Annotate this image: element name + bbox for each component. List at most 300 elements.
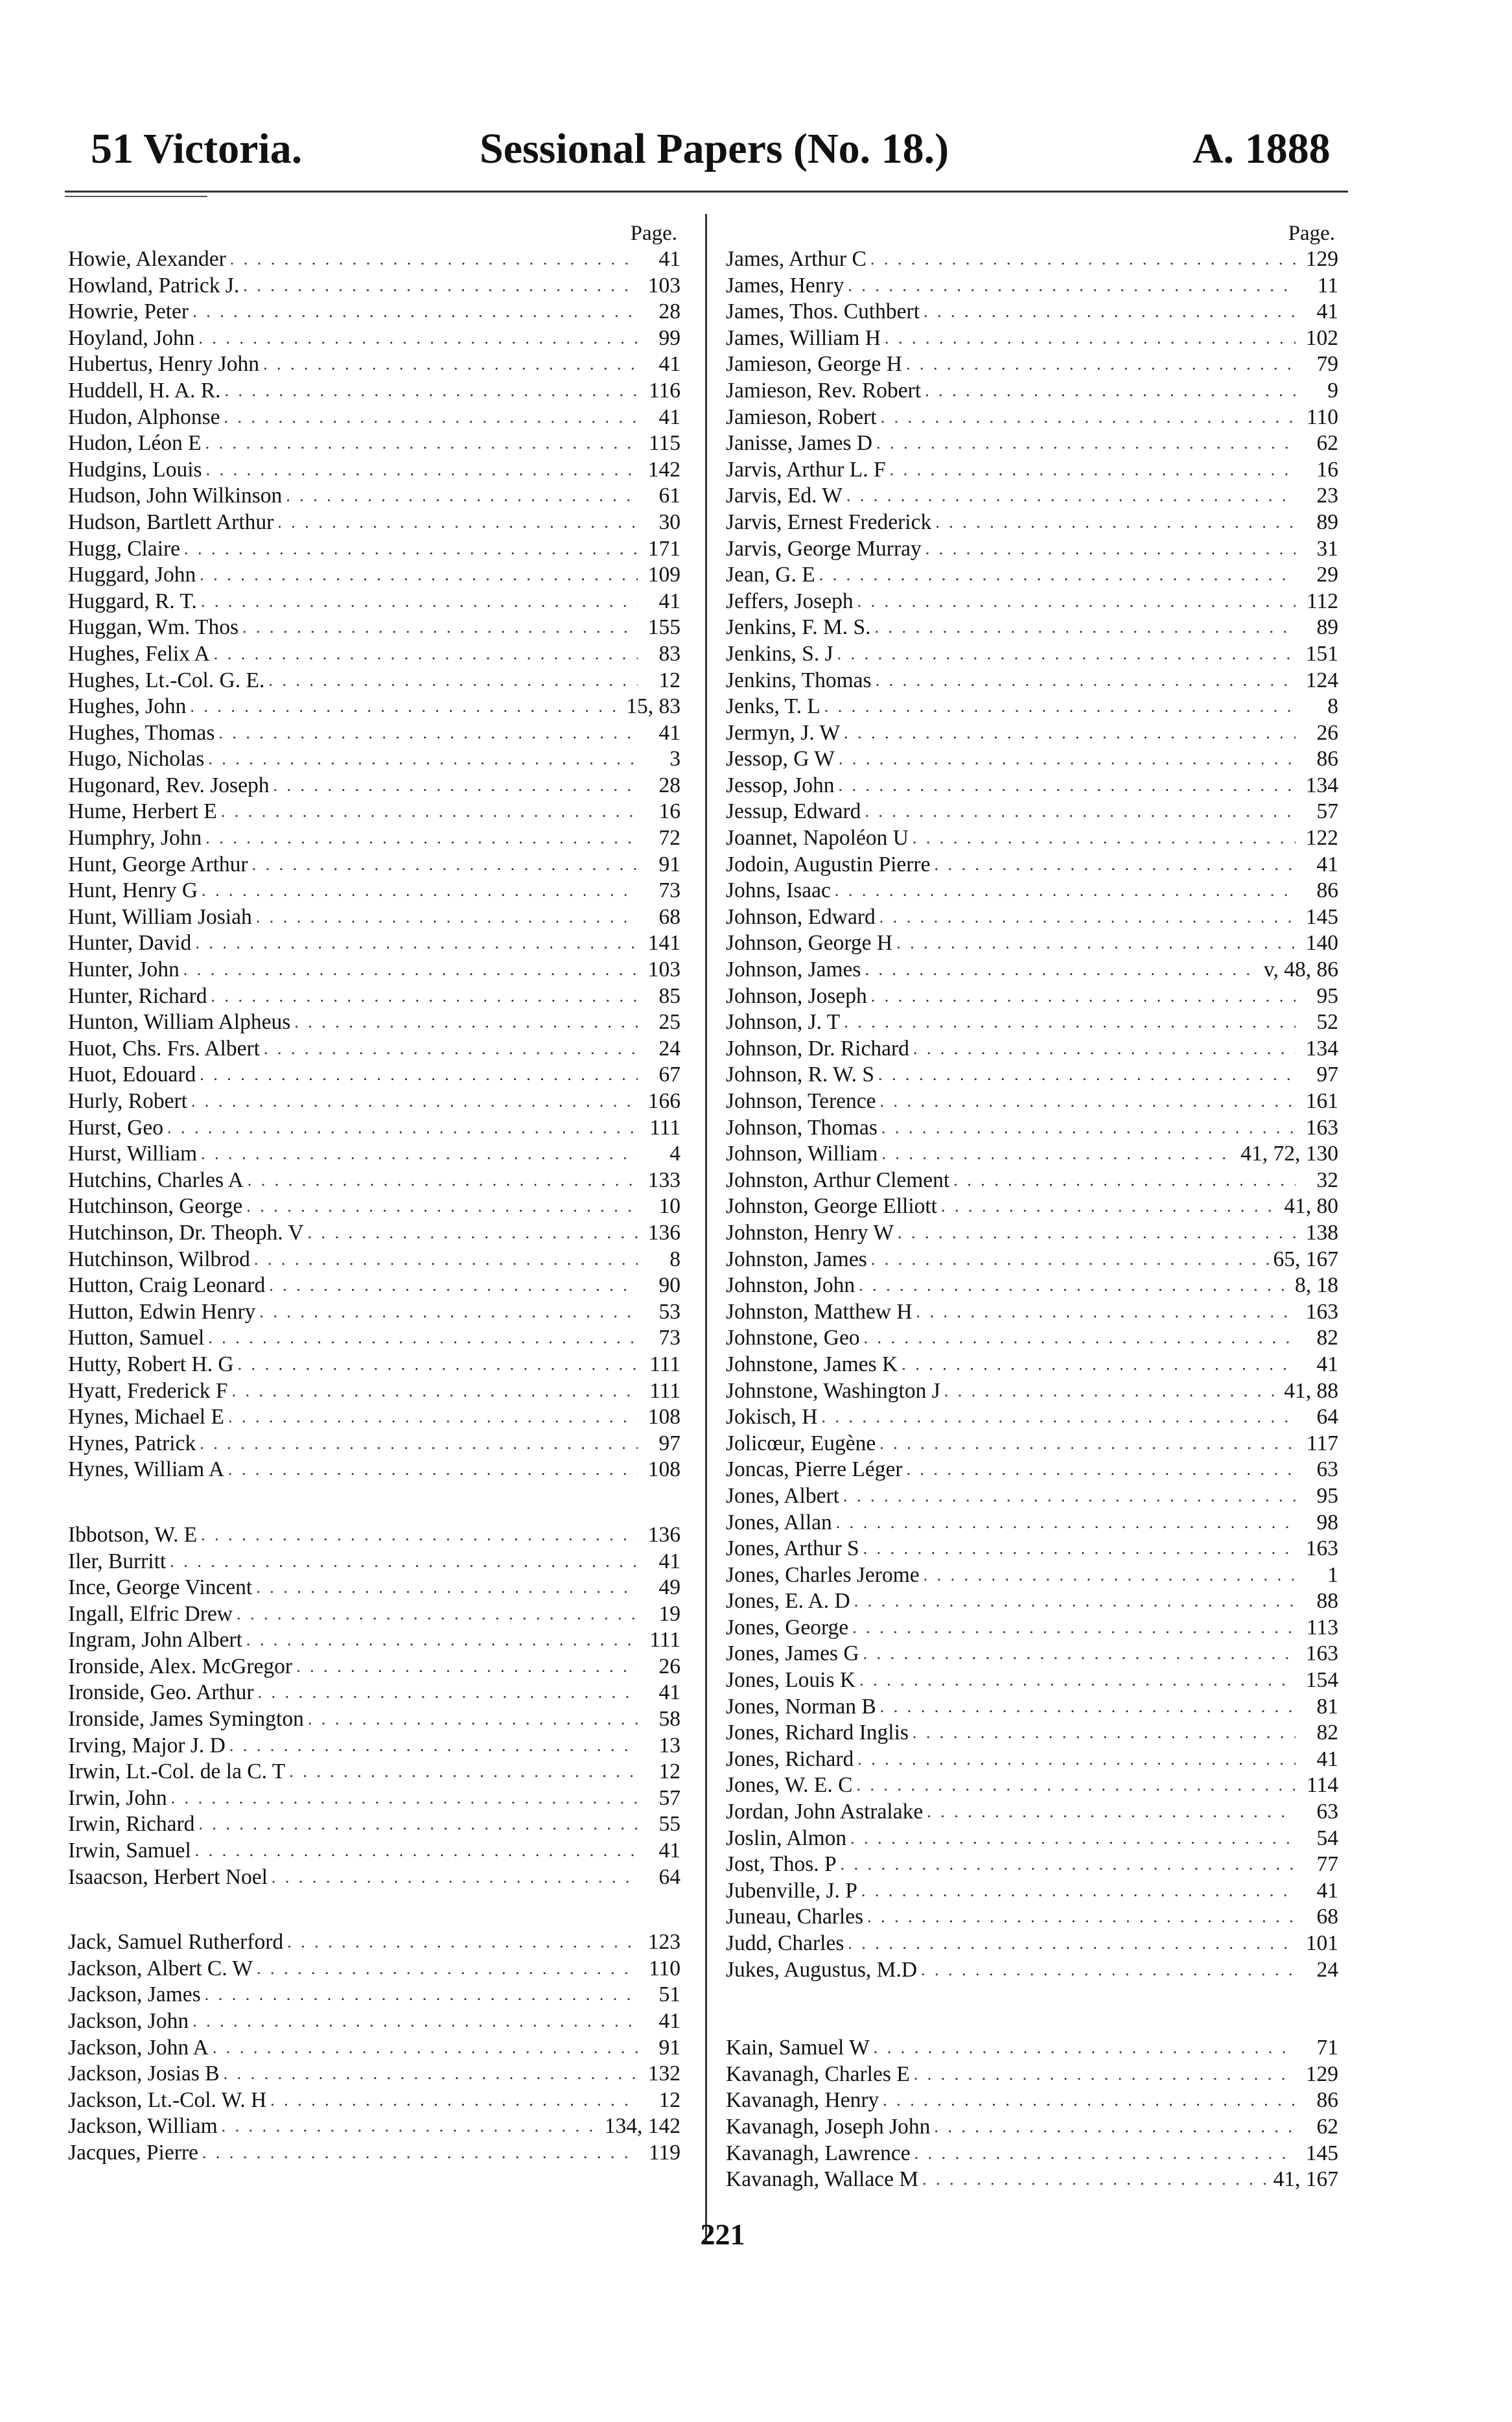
entry-pages: 117 <box>1306 1431 1338 1455</box>
dot-leader <box>875 615 1296 641</box>
entry-name: Johnston, Matthew H <box>726 1299 913 1324</box>
entry-name: Jones, Albert <box>726 1483 839 1508</box>
dot-leader <box>192 2008 638 2035</box>
entry-pages: 141 <box>647 931 680 956</box>
index-entry <box>68 325 680 352</box>
index-entry <box>68 1247 680 1273</box>
dot-leader <box>222 2113 601 2140</box>
entry-name: Jones, E. A. D <box>726 1589 850 1614</box>
entry-name: Jessop, G W <box>726 747 835 771</box>
entry-name: Jodoin, Augustin Pierre <box>726 852 931 876</box>
index-entry <box>726 1431 1338 1457</box>
index-entry <box>726 1247 1338 1273</box>
entry-name: Jolicœur, Eugène <box>726 1431 876 1455</box>
index-entry <box>726 510 1338 536</box>
dot-leader <box>914 2141 1296 2167</box>
entry-pages: 24 <box>658 1036 680 1061</box>
entry-name: Joncas, Pierre Léger <box>726 1457 903 1482</box>
entry-pages: 166 <box>647 1089 680 1113</box>
index-entry <box>726 1957 1338 1984</box>
index-entry <box>726 1088 1338 1115</box>
dot-leader <box>224 2061 638 2087</box>
index-entry <box>68 641 680 668</box>
entry-pages: 129 <box>1305 247 1338 271</box>
entry-pages: 8 <box>669 1247 680 1271</box>
index-entry <box>68 299 680 325</box>
entry-pages: 122 <box>1305 826 1338 851</box>
entry-name: Hunt, William Josiah <box>68 904 252 929</box>
entry-name: James, Henry <box>726 273 844 298</box>
entry-name: Johnson, William <box>726 1142 878 1166</box>
dot-leader <box>205 825 638 852</box>
entry-name: James, Arthur C <box>726 247 866 271</box>
index-entry <box>68 1009 680 1036</box>
dot-leader <box>874 2035 1296 2062</box>
index-entry <box>68 589 680 615</box>
index-entry <box>68 1982 680 2008</box>
dot-leader <box>854 1588 1296 1615</box>
dot-leader <box>224 378 638 405</box>
entry-name: Humphry, John <box>68 826 202 851</box>
index-entry <box>726 457 1338 484</box>
index-entry <box>726 878 1338 904</box>
dot-leader <box>857 1746 1296 1773</box>
index-entry <box>726 1457 1338 1483</box>
dot-leader <box>901 1352 1296 1378</box>
dot-leader <box>205 1982 638 2008</box>
dot-leader <box>865 799 1296 825</box>
dot-leader <box>906 351 1296 378</box>
entry-name: Joslin, Almon <box>726 1826 847 1850</box>
entry-name: Hunt, Henry G <box>68 878 198 903</box>
index-entry <box>68 1088 680 1115</box>
entry-name: Jermyn, J. W <box>726 720 841 745</box>
entry-name: Ibbotson, W. E <box>68 1522 198 1547</box>
entry-pages: 82 <box>1316 1721 1338 1745</box>
index-entry <box>68 1601 680 1628</box>
entry-pages: 24 <box>1316 1957 1338 1982</box>
index-entry <box>68 904 680 931</box>
entry-name: Hubertus, Henry John <box>68 352 259 377</box>
dot-leader <box>934 852 1296 878</box>
dot-leader <box>206 457 638 484</box>
dot-leader <box>183 957 638 983</box>
index-entry <box>68 1141 680 1168</box>
dot-leader <box>876 430 1296 457</box>
index-entry <box>726 1720 1338 1746</box>
entry-name: Jackson, John A <box>68 2035 209 2060</box>
entry-pages: 30 <box>658 510 680 534</box>
index-entry <box>726 746 1338 773</box>
entry-name: Ingall, Elfric Drew <box>68 1601 233 1626</box>
entry-pages: 41, 167 <box>1273 2167 1338 2192</box>
entry-name: Jamieson, George H <box>726 352 902 377</box>
entry-name: Kavanagh, Joseph John <box>726 2114 931 2139</box>
index-entry <box>68 1352 680 1378</box>
dot-leader <box>272 1864 638 1891</box>
dot-leader <box>202 2140 638 2167</box>
entry-pages: 16 <box>1316 457 1338 482</box>
running-header <box>65 117 1361 182</box>
dot-leader <box>200 1062 638 1088</box>
dot-leader <box>861 1878 1296 1905</box>
dot-leader <box>286 483 638 510</box>
entry-pages: 97 <box>658 1431 680 1455</box>
entry-name: Johnson, J. T <box>726 1010 841 1035</box>
index-entry <box>726 2087 1338 2114</box>
dot-leader <box>224 405 638 431</box>
dot-leader <box>252 852 638 878</box>
entry-name: Irwin, Lt.-Col. de la C. T <box>68 1759 286 1784</box>
index-entry <box>726 1904 1338 1931</box>
entry-name: Hutton, Edwin Henry <box>68 1299 256 1324</box>
dot-leader <box>864 1325 1296 1352</box>
index-entry <box>726 615 1338 641</box>
entry-name: Jones, Charles Jerome <box>726 1562 920 1587</box>
entry-pages: 73 <box>658 878 680 903</box>
entry-name: Hughes, Felix A <box>68 641 210 666</box>
dot-leader <box>289 1759 638 1785</box>
index-entry <box>68 273 680 300</box>
entry-name: Jones, Louis K <box>726 1668 856 1693</box>
dot-leader <box>254 1247 638 1273</box>
dot-leader <box>195 930 638 957</box>
index-entry <box>726 589 1338 615</box>
index-entry <box>68 773 680 799</box>
entry-pages: 8, 18 <box>1295 1273 1338 1298</box>
dot-leader <box>867 1904 1296 1931</box>
index-entry <box>68 1864 680 1891</box>
entry-pages: 91 <box>658 2035 680 2060</box>
entry-pages: 52 <box>1316 1010 1338 1035</box>
entry-pages: 41 <box>658 352 680 377</box>
index-entry <box>726 246 1338 273</box>
entry-name: James, Thos. Cuthbert <box>726 300 920 324</box>
dot-leader <box>871 1247 1270 1273</box>
entry-pages: 1 <box>1327 1562 1338 1587</box>
index-entry <box>726 2114 1338 2141</box>
dot-leader <box>839 746 1296 773</box>
dot-leader <box>211 983 638 1010</box>
dot-leader <box>934 2114 1296 2141</box>
entry-pages: 68 <box>1316 1905 1338 1929</box>
entry-pages: 82 <box>1316 1326 1338 1350</box>
entry-name: Ironside, Geo. Arthur <box>68 1680 254 1705</box>
index-entry <box>726 1667 1338 1694</box>
entry-pages: 98 <box>1316 1510 1338 1534</box>
entry-pages: 26 <box>1316 720 1338 745</box>
dot-leader <box>841 1852 1296 1878</box>
entry-name: Johnstone, James K <box>726 1352 898 1376</box>
entry-pages: 41 <box>658 1549 680 1573</box>
entry-name: Jamieson, Robert <box>726 405 877 429</box>
entry-pages: 73 <box>658 1326 680 1350</box>
entry-name: Hunton, William Alpheus <box>68 1010 291 1035</box>
index-entry <box>726 1273 1338 1299</box>
section-gap <box>726 1983 1338 2035</box>
entry-pages: 102 <box>1305 325 1338 350</box>
index-entry <box>68 405 680 431</box>
dot-leader <box>296 1654 638 1680</box>
index-entry <box>68 1062 680 1088</box>
entry-name: Jean, G. E <box>726 563 815 587</box>
entry-pages: 111 <box>649 1352 680 1376</box>
entry-pages: 89 <box>1316 510 1338 534</box>
entry-name: Jacques, Pierre <box>68 2140 198 2165</box>
entry-pages: 57 <box>658 1785 680 1810</box>
entry-name: Jost, Thos. P <box>726 1852 837 1877</box>
entry-pages: 25 <box>658 1010 680 1035</box>
index-entry <box>726 299 1338 325</box>
entry-pages: 54 <box>1316 1826 1338 1850</box>
entry-name: Hunt, George Arthur <box>68 852 248 876</box>
entry-pages: 41, 88 <box>1284 1378 1338 1403</box>
dot-leader <box>879 904 1296 931</box>
index-entry <box>68 1115 680 1142</box>
index-entry <box>68 799 680 825</box>
year-label: A. 1888 <box>1192 125 1331 172</box>
entry-name: Hutchinson, Wilbrod <box>68 1247 250 1271</box>
entry-pages: 86 <box>1316 747 1338 771</box>
dot-leader <box>246 1627 638 1654</box>
index-entry <box>68 694 680 720</box>
entry-name: Hugo, Nicholas <box>68 747 205 771</box>
entry-name: Judd, Charles <box>726 1931 844 1955</box>
index-entries <box>68 246 680 2167</box>
page-column-heading: Page. <box>1288 222 1335 245</box>
dot-leader <box>924 299 1296 325</box>
entry-pages: 89 <box>1316 615 1338 640</box>
entry-pages: 95 <box>1316 1483 1338 1508</box>
index-entry <box>68 2008 680 2035</box>
index-entry <box>68 1680 680 1706</box>
entry-pages: 19 <box>658 1601 680 1626</box>
entry-pages: 13 <box>658 1733 680 1758</box>
index-entry <box>68 1299 680 1326</box>
index-entry <box>68 1457 680 1483</box>
entry-pages: 110 <box>1306 405 1338 429</box>
index-entry <box>726 983 1338 1010</box>
section-gap <box>68 1890 680 1929</box>
entry-name: Jarvis, George Murray <box>726 536 922 561</box>
index-entry <box>726 904 1338 931</box>
entry-name: Hunter, Richard <box>68 983 207 1008</box>
index-entry <box>726 1852 1338 1878</box>
index-entry <box>726 825 1338 852</box>
entry-name: Jackson, Lt.-Col. W. H <box>68 2087 267 2112</box>
dot-leader <box>881 405 1296 431</box>
entry-name: Hugg, Claire <box>68 536 181 561</box>
entry-pages: 99 <box>658 325 680 350</box>
entry-name: Ince, George Vincent <box>68 1575 253 1600</box>
index-entry <box>726 1510 1338 1536</box>
entry-pages: 171 <box>647 536 680 561</box>
entry-name: Jarvis, Ed. W <box>726 484 843 508</box>
entry-name: Howland, Patrick J. <box>68 273 240 298</box>
index-entry <box>68 1575 680 1601</box>
entry-name: Jackson, Josias B <box>68 2062 220 2086</box>
index-entry <box>726 1299 1338 1326</box>
entry-name: Jones, Norman B <box>726 1694 876 1719</box>
page-column-heading: Page. <box>630 222 677 245</box>
entry-name: Hudon, Léon E <box>68 431 202 456</box>
index-entry <box>726 668 1338 694</box>
dot-leader <box>821 1404 1296 1431</box>
entry-name: Jack, Samuel Rutherford <box>68 1930 284 1955</box>
entry-pages: 28 <box>658 773 680 797</box>
entry-pages: 119 <box>648 2140 680 2165</box>
entry-pages: 62 <box>1316 2114 1338 2139</box>
entry-pages: 111 <box>649 1628 680 1652</box>
dot-leader <box>269 1273 638 1299</box>
dot-leader <box>896 930 1296 957</box>
entry-pages: 3 <box>669 747 680 771</box>
entry-name: James, William H <box>726 325 881 350</box>
index-entry <box>68 562 680 589</box>
dot-leader <box>876 668 1296 694</box>
dot-leader <box>879 1088 1296 1115</box>
entry-pages: 65, 167 <box>1273 1247 1338 1271</box>
index-entry <box>726 1772 1338 1799</box>
entry-pages: 77 <box>1316 1852 1338 1877</box>
entry-pages: 67 <box>658 1063 680 1087</box>
entry-name: Johnston, Henry W <box>726 1220 894 1245</box>
index-entry <box>68 668 680 694</box>
entry-name: Kavanagh, Wallace M <box>726 2167 919 2192</box>
entry-pages: 83 <box>658 641 680 666</box>
dot-leader <box>907 1457 1296 1483</box>
index-entry <box>726 641 1338 668</box>
entry-pages: 41 <box>658 405 680 429</box>
dot-leader <box>844 1009 1296 1036</box>
dot-leader <box>270 2087 638 2114</box>
index-entry <box>68 930 680 957</box>
entry-pages: 31 <box>1316 536 1338 561</box>
index-entry <box>726 405 1338 431</box>
entry-pages: 97 <box>1316 1063 1338 1087</box>
entry-pages: 62 <box>1316 431 1338 456</box>
entry-pages: 23 <box>1316 484 1338 508</box>
entry-pages: 68 <box>658 904 680 929</box>
dot-leader <box>850 1826 1296 1852</box>
entry-name: Jessop, John <box>726 773 835 797</box>
section-gap <box>68 1483 680 1522</box>
entry-pages: 113 <box>1306 1615 1338 1640</box>
entry-name: Johnstone, Washington J <box>726 1378 940 1403</box>
dot-leader <box>914 2062 1296 2088</box>
entry-name: Jarvis, Arthur L. F <box>726 457 886 482</box>
entry-pages: 10 <box>658 1194 680 1219</box>
entry-name: Huot, Edouard <box>68 1063 196 1087</box>
dot-leader <box>941 1193 1280 1220</box>
index-entry <box>68 878 680 904</box>
entry-pages: 111 <box>649 1115 680 1140</box>
entry-name: Johnson, Terence <box>726 1089 876 1113</box>
index-entry <box>726 1536 1338 1562</box>
index-entry <box>68 746 680 773</box>
dot-leader <box>881 1141 1237 1168</box>
entry-pages: 61 <box>658 484 680 508</box>
column-divider <box>705 214 707 2243</box>
entry-pages: 29 <box>1316 563 1338 587</box>
dot-leader <box>921 1957 1296 1984</box>
index-entry <box>68 1522 680 1549</box>
entry-name: Hutty, Robert H. G <box>68 1352 234 1376</box>
entry-pages: 90 <box>658 1273 680 1298</box>
index-entry <box>68 2035 680 2062</box>
dot-leader <box>879 1431 1296 1457</box>
entry-name: Huddell, H. A. R. <box>68 378 221 403</box>
dot-leader <box>190 694 622 720</box>
entry-name: Johnstone, Geo <box>726 1326 860 1350</box>
dot-leader <box>205 430 638 457</box>
index-entry <box>68 1273 680 1299</box>
entry-name: Jenks, T. L <box>726 694 820 719</box>
index-entry <box>726 1325 1338 1352</box>
entry-name: Iler, Burritt <box>68 1549 167 1573</box>
entry-pages: 91 <box>658 852 680 876</box>
dot-leader <box>248 1168 638 1194</box>
entry-name: Jackson, Albert C. W <box>68 1956 253 1981</box>
index-entry <box>68 510 680 536</box>
index-entry <box>68 1627 680 1654</box>
entry-name: Jenkins, F. M. S. <box>726 615 871 640</box>
entry-name: Kain, Samuel W <box>726 2036 870 2060</box>
entry-pages: 12 <box>658 2087 680 2112</box>
entry-name: Hutton, Samuel <box>68 1326 205 1350</box>
entry-pages: 28 <box>658 300 680 324</box>
index-entry <box>726 1483 1338 1510</box>
index-entry <box>726 1352 1338 1378</box>
entry-name: Irving, Major J. D <box>68 1733 226 1758</box>
entry-name: Jones, Allan <box>726 1510 832 1534</box>
index-entry <box>68 1220 680 1247</box>
index-entry <box>68 2140 680 2167</box>
entry-pages: 41 <box>658 2009 680 2033</box>
entry-name: Hoyland, John <box>68 325 195 350</box>
index-entry <box>726 1378 1338 1405</box>
index-entry <box>68 1811 680 1838</box>
dot-leader <box>916 1299 1296 1326</box>
entry-pages: 161 <box>1305 1089 1338 1113</box>
dot-leader <box>256 1575 638 1601</box>
dot-leader <box>167 1115 638 1142</box>
entry-pages: 108 <box>647 1405 680 1429</box>
dot-leader <box>859 1667 1296 1694</box>
entry-pages: 71 <box>1316 2036 1338 2060</box>
entry-name: Jones, Richard <box>726 1746 854 1771</box>
entry-name: Johns, Isaac <box>726 878 831 903</box>
entry-pages: 41 <box>1316 1878 1338 1903</box>
index-entry <box>68 2061 680 2087</box>
index-entry <box>68 720 680 747</box>
dot-leader <box>880 1694 1296 1721</box>
entry-pages: 41 <box>1316 300 1338 324</box>
dot-leader <box>200 1431 638 1457</box>
entry-pages: 72 <box>658 826 680 851</box>
dot-leader <box>171 1785 638 1812</box>
entry-name: Howrie, Peter <box>68 300 189 324</box>
index-entry <box>68 615 680 641</box>
dot-leader <box>256 904 638 931</box>
entry-name: Irwin, Richard <box>68 1812 195 1837</box>
index-entry <box>726 1009 1338 1036</box>
dot-leader <box>294 1009 638 1036</box>
entry-name: Hynes, Patrick <box>68 1431 196 1455</box>
entry-name: Hudgins, Louis <box>68 457 202 482</box>
entry-pages: 134 <box>1305 1036 1338 1061</box>
entry-name: Johnston, George Elliott <box>726 1194 937 1219</box>
